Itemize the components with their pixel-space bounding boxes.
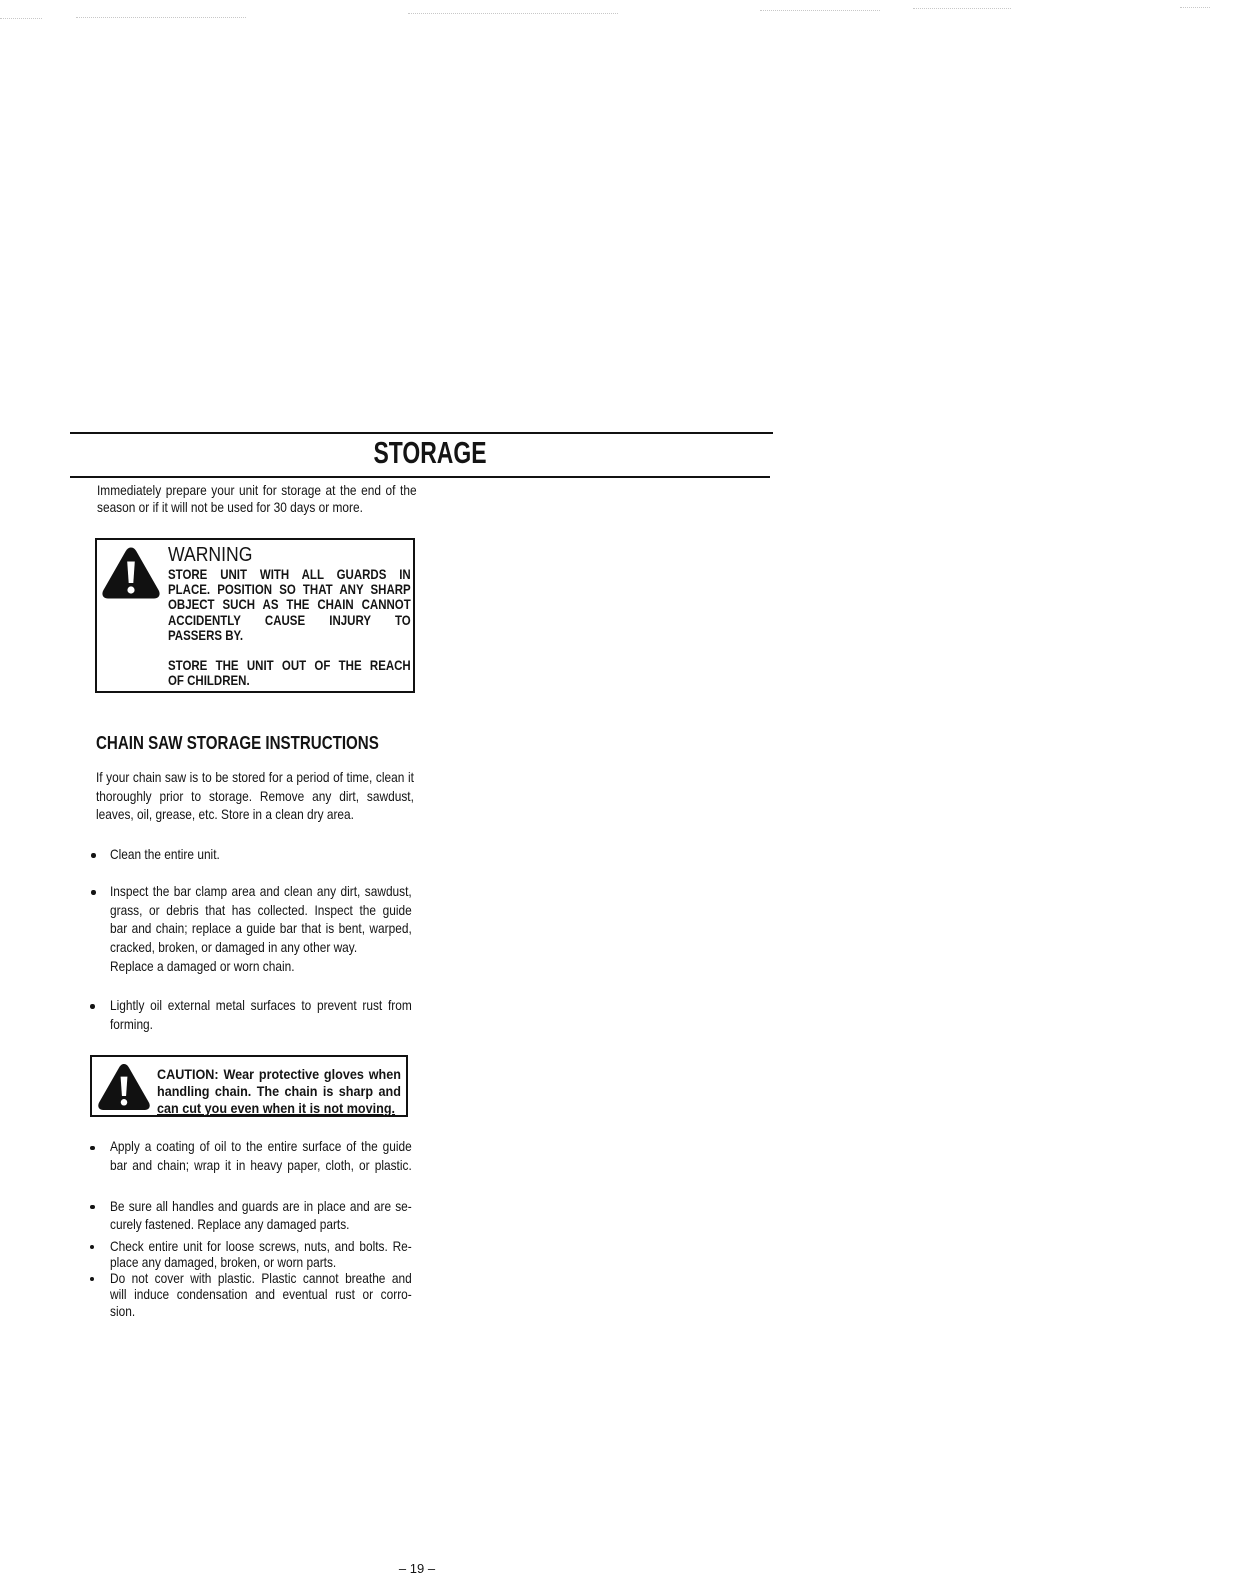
bullet-icon: [90, 1245, 95, 1250]
list-item-line: Replace a damaged or worn chain.: [110, 957, 295, 974]
scan-artifact-line: [408, 13, 618, 14]
list-item: [88, 882, 488, 974]
list-item-line: place any damaged, broken, or worn parts.: [110, 1253, 337, 1270]
list-item-line: Clean the entire unit.: [110, 846, 220, 862]
section-heading: CHAIN SAW STORAGE INSTRUCTIONS: [96, 732, 379, 753]
bullet-icon: [90, 1277, 95, 1282]
list-item-text: [110, 1197, 412, 1233]
list-item: [88, 1237, 488, 1270]
intro-paragraph: [97, 482, 417, 516]
list-item-line: Check entire unit for loose screws, nuts, and bolts. Re-: [110, 1237, 412, 1254]
list-item: [88, 845, 488, 862]
warning-paragraph: [168, 658, 411, 688]
list-item-line: cracked, broken, or damaged in any other way.: [110, 939, 358, 956]
list-item-text: [110, 1137, 412, 1175]
list-item-line: forming.: [110, 1015, 153, 1032]
bullet-icon: [90, 1205, 95, 1210]
warning-triangle-icon: [101, 546, 161, 600]
warning-triangle-icon: [97, 1062, 151, 1112]
list-item-line: bar and chain; replace a guide bar that is bent, warped,: [110, 920, 412, 937]
list-item-line: Inspect the bar clamp area and clean any dirt, sawdust,: [110, 882, 412, 899]
list-item: [88, 1197, 488, 1232]
caution-line: CAUTION: Wear protective gloves when: [157, 1065, 401, 1082]
list-item: [88, 1137, 488, 1174]
caution-text: [157, 1066, 401, 1117]
list-item-line: Apply a coating of oil to the entire surface of the guide: [110, 1138, 412, 1155]
list-item: [88, 996, 488, 1032]
page-number: – 19 –: [398, 1561, 436, 1576]
page-title: STORAGE: [373, 435, 487, 470]
list-item: [88, 1269, 488, 1319]
warning-paragraph: [168, 567, 411, 643]
warning-line: STORE THE UNIT OUT OF THE REACH: [168, 656, 411, 673]
warning-heading: WARNING: [168, 544, 253, 566]
bullet-icon: [90, 1004, 95, 1009]
intro-line: season or if it will not be used for 30 days or more.: [97, 498, 363, 515]
list-item-line: bar and chain; wrap it in heavy paper, cloth, or plastic.: [110, 1157, 412, 1174]
intro-line: Immediately prepare your unit for storage at the end of the: [97, 481, 417, 498]
scan-artifact-line: [913, 8, 1011, 9]
warning-line: OBJECT SUCH AS THE CHAIN CANNOT: [168, 596, 411, 613]
section-intro-paragraph: [96, 768, 414, 824]
scan-artifact-line: [760, 10, 880, 11]
section-intro-line: leaves, oil, grease, etc. Store in a clean dry area.: [96, 806, 354, 822]
warning-line: STORE UNIT WITH ALL GUARDS IN: [168, 566, 411, 582]
bullet-icon: [90, 1146, 95, 1151]
list-item-text: [110, 845, 412, 864]
bullet-icon: [91, 853, 96, 858]
section-intro-line: thoroughly prior to storage. Remove any dirt, sawdust,: [96, 787, 414, 804]
list-item-line: curely fastened. Replace any damaged parts.: [110, 1215, 350, 1232]
caution-box: [90, 1055, 408, 1117]
list-item-line: sion.: [110, 1302, 136, 1319]
list-item-text: [110, 1238, 412, 1270]
scan-artifact-line: [1180, 7, 1210, 8]
title-top-rule: [70, 432, 773, 434]
warning-line: ACCIDENTLY CAUSE INJURY TO: [168, 611, 411, 628]
warning-line: OF CHILDREN.: [168, 671, 250, 688]
bullet-icon: [91, 890, 96, 895]
title-bottom-rule: [70, 476, 770, 478]
scan-artifact-line: [76, 17, 246, 18]
list-item-text: [110, 1270, 412, 1320]
list-item-line: Lightly oil external metal surfaces to prevent rust from: [110, 996, 412, 1013]
list-item-line: Do not cover with plastic. Plastic cannot breathe and: [110, 1269, 412, 1286]
warning-line: PASSERS BY.: [168, 626, 244, 643]
list-item-text: [110, 882, 412, 976]
list-item-text: [110, 996, 412, 1034]
warning-box: [95, 538, 415, 693]
section-intro-line: If your chain saw is to be stored for a period of time, clean it: [96, 769, 414, 785]
list-item-line: Be sure all handles and guards are in place and are se-: [110, 1197, 412, 1214]
warning-line: PLACE. POSITION SO THAT ANY SHARP: [168, 581, 411, 598]
list-item-line: will induce condensation and eventual rust or corro-: [110, 1286, 412, 1302]
list-item-line: grass, or debris that has collected. Inspect the guide: [110, 901, 412, 918]
caution-line: handling chain. The chain is sharp and: [157, 1082, 401, 1099]
scan-artifact-line: [0, 18, 42, 19]
caution-line: can cut you even when it is not moving.: [157, 1099, 396, 1116]
